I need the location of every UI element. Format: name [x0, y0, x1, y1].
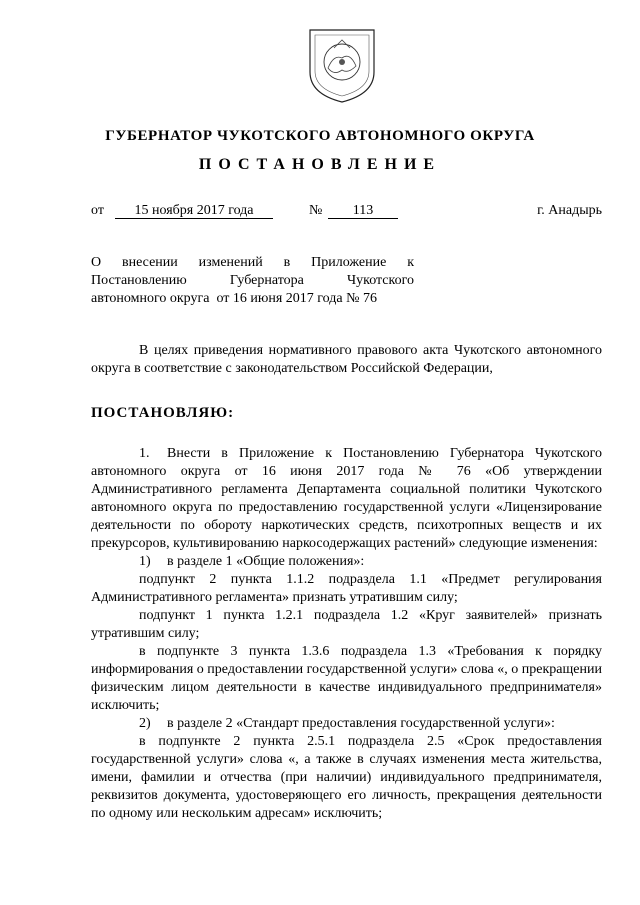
subject-word: Постановлению	[91, 273, 187, 288]
subject-word: изменений	[198, 255, 263, 270]
subject-word: Губернатора	[229, 273, 304, 288]
document-date: 15 ноября 2017 года	[115, 203, 273, 219]
preamble	[91, 342, 602, 378]
document-number: 113	[328, 203, 398, 219]
subject-line-1	[91, 254, 414, 272]
item-text: Внести в Приложение к Постановлению Губернатора Чукотского автономного округа от 16 июня 2017 года № 76 «Об утверждении Административного регламента Департамента социальной политики Чукотского автономного округа по предоставлению государственной услуги «Лицензирование деятельности по обороту наркотических средств, психотропных веществ и их прекурсоров, культивированию наркосодержащих растений» следующие изменения:	[91, 446, 602, 551]
dateline	[91, 203, 602, 225]
date-from-label: от	[91, 203, 104, 218]
document-type-title: ПОСТАНОВЛЕНИЕ	[198, 156, 442, 173]
subitem-text: в разделе 2 «Стандарт предоставления государственной услуги»:	[167, 716, 555, 731]
subitem-2	[91, 715, 602, 733]
item-1	[91, 445, 602, 553]
subject-word: Чукотского	[347, 273, 414, 288]
subitem-number: 2)	[139, 716, 151, 731]
paragraph: подпункт 2 пункта 1.1.2 подраздела 1.1 «Предмет регулирования Административного регламента» признать утратившим силу;	[91, 572, 602, 605]
subitem-number: 1)	[139, 554, 151, 569]
paragraph: в подпункте 2 пункта 2.5.1 подраздела 2.5 «Срок предоставления государственной услуги» слова «, а также в случаях изменения места жительства, имени, фамилии и отчества (при наличии) индивидуального предпринимателя, реквизитов документа, удостоверяющего его личность, прекращения деятельности по одному или нескольким адресам» исключить;	[91, 734, 602, 821]
authority-title: ГУБЕРНАТОР ЧУКОТСКОГО АВТОНОМНОГО ОКРУГА	[105, 128, 535, 144]
paragraph: в подпункте 3 пункта 1.3.6 подраздела 1.3 «Требования к порядку информирования о предоставлении государственной услуги» слова «, о прекращении физическим лицом деятельности в качестве индивидуального предпринимателя» исключить;	[91, 644, 602, 713]
item-number: 1.	[139, 446, 150, 461]
document-subject	[91, 254, 414, 308]
subject-line-2	[91, 272, 414, 290]
subject-word: в	[283, 255, 291, 270]
coat-of-arms-emblem	[304, 24, 380, 104]
decree-body	[91, 445, 602, 823]
preamble-text: В целях приведения нормативного правового акта Чукотского автономного округа в соответствие с законодательством Российской Федерации,	[91, 343, 602, 376]
subitem-text: в разделе 1 «Общие положения»:	[167, 554, 365, 569]
subitem-1	[91, 553, 602, 571]
decree-word: ПОСТАНОВЛЯЮ:	[91, 405, 235, 421]
subject-word: О	[91, 255, 102, 270]
subject-word: внесении	[122, 255, 178, 270]
subject-line-3: автономного округа от 16 июня 2017 года № 76	[91, 291, 377, 306]
number-label: №	[309, 203, 323, 218]
paragraph: подпункт 1 пункта 1.2.1 подраздела 1.2 «Круг заявителей» признать утратившим силу;	[91, 608, 602, 641]
subject-word: Приложение	[311, 255, 387, 270]
subject-word: к	[407, 255, 414, 270]
document-place: г. Анадырь	[537, 203, 602, 218]
